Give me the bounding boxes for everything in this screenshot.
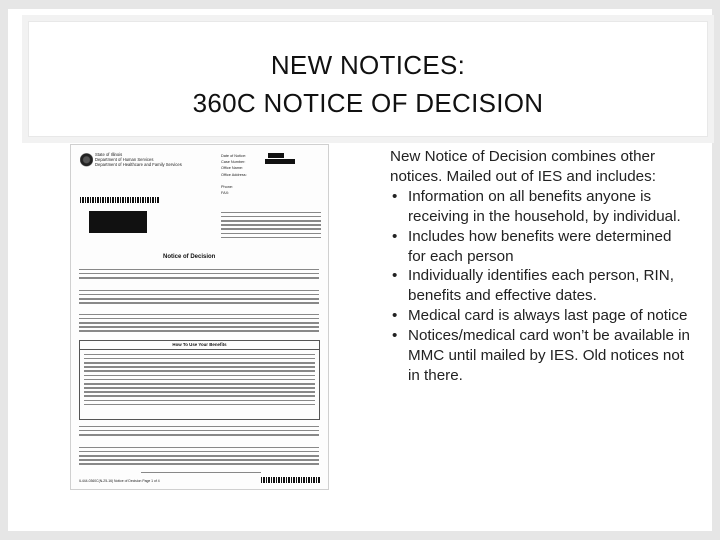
meta-label: Phone: — [221, 185, 234, 190]
document-footer: IL444-0360C(N-25-16) Notice of Decision Page 1 of 4 — [79, 479, 160, 483]
meta-label: FAX: — [221, 191, 230, 196]
agency-line: Department of Human Services — [95, 157, 154, 163]
redaction-address — [89, 211, 147, 233]
bullet-text: Individually identifies each person, RIN, benefits and effective dates. — [408, 267, 674, 305]
meta-label: Date of Notice: — [221, 154, 247, 158]
agency-header — [95, 152, 182, 168]
intro-text: New Notice of Decision combines other notices. Mailed out of IES and includes: — [390, 148, 656, 185]
slide-title-line-1: NEW NOTICES: — [270, 50, 466, 80]
document-paragraph — [141, 469, 261, 476]
benefits-box-heading: How To Use Your Benefits — [80, 341, 319, 350]
bullet-icon: • — [392, 187, 398, 205]
notice-meta — [221, 153, 261, 196]
agency-line: State of Illinois — [95, 152, 123, 157]
bullet-icon: • — [392, 327, 398, 345]
document-paragraph — [79, 444, 319, 468]
bullet-list — [390, 187, 690, 386]
mail-barcode — [80, 197, 160, 203]
bullet-text: Information on all benefits anyone is receiving in the household, by individual. — [408, 187, 681, 225]
document-paragraph — [79, 311, 319, 335]
redaction-mark — [265, 159, 295, 164]
bullet-icon: • — [392, 267, 398, 285]
slide-title-line-2: 360C NOTICE OF DECISION — [192, 88, 544, 118]
bullet-item — [390, 266, 690, 306]
benefits-box-text — [84, 351, 315, 408]
bullet-item — [390, 187, 690, 227]
bullet-text: Medical card is always last page of notice — [408, 307, 688, 325]
redaction-mark — [268, 153, 284, 158]
document-heading: Notice of Decision — [163, 254, 216, 260]
state-seal-icon — [80, 153, 93, 170]
slide — [8, 9, 712, 531]
bullet-text: Notices/medical card won’t be available in MMC until mailed by IES. Old notices not in there. — [408, 327, 690, 384]
document-paragraph — [79, 423, 319, 438]
meta-label: Office Address: — [221, 172, 247, 177]
document-paragraph — [79, 287, 319, 306]
bullet-icon: • — [392, 307, 398, 325]
body-text — [390, 147, 690, 386]
bullet-item — [390, 326, 690, 386]
bullet-item — [390, 227, 690, 267]
agency-line: Department of Healthcare and Family Services — [95, 162, 182, 168]
meta-label: Case Number: — [221, 160, 246, 165]
bullet-icon: • — [392, 227, 398, 245]
title-band — [28, 21, 708, 137]
meta-label: Office Name: — [221, 166, 244, 171]
contact-text-block — [221, 209, 321, 241]
bullet-text: Includes how benefits were determined for each person — [408, 227, 672, 265]
notice-document-image — [70, 144, 329, 490]
document-paragraph — [79, 266, 319, 281]
benefits-box — [79, 340, 320, 420]
bullet-item — [390, 306, 690, 326]
footer-barcode — [261, 477, 321, 483]
